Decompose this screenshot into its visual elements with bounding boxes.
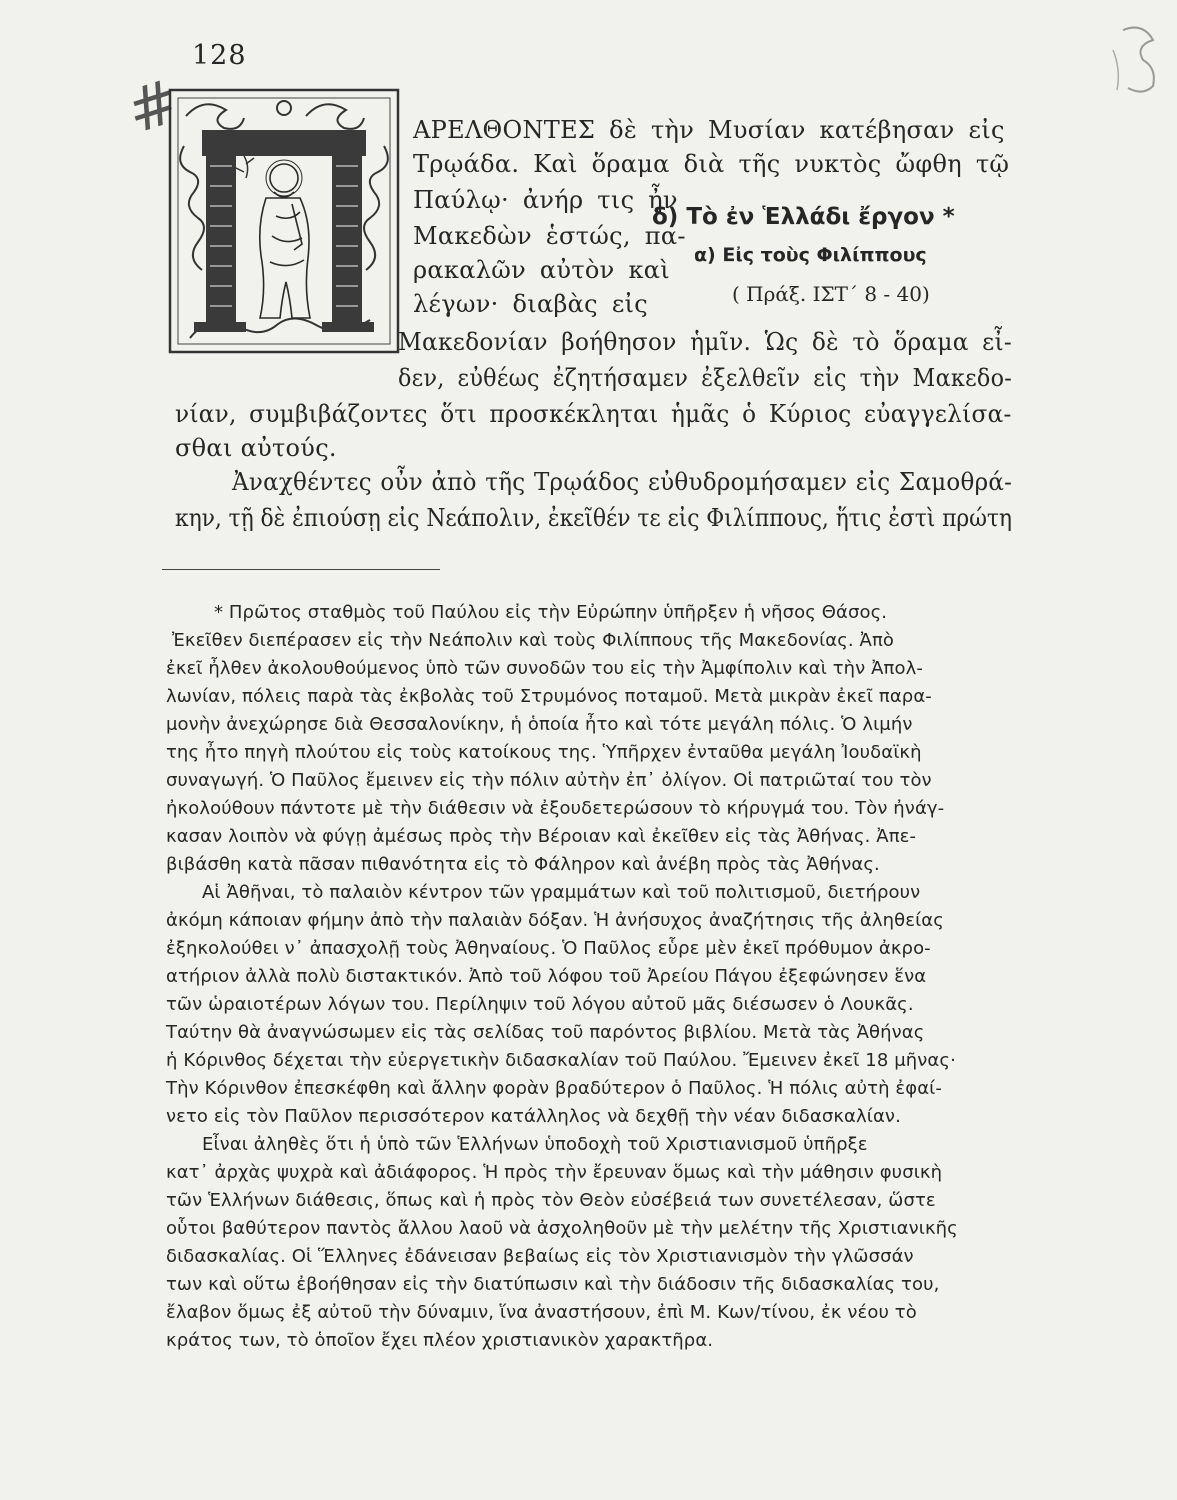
footnote-line-9: κασαν λοιπὸν νὰ φύγῃ ἀμέσως πρὸς τὴν Βέροιαν καὶ ἐκεῖθεν εἰς τὰς Ἀθήνας. Ἀπε- bbox=[166, 826, 917, 847]
scripture-reference: ( Πράξ. ΙΣΤ΄ 8 - 40) bbox=[732, 282, 930, 306]
corner-scribble bbox=[1103, 20, 1163, 110]
footnote-line-5: μονὴν ἀνεχώρησε διὰ Θεσσαλονίκην, ἡ ὁποία ἦτο καὶ τότε μεγάλη πόλις. Ὁ λιμήν bbox=[166, 714, 913, 735]
body-line-4: Μακεδὼν ἑστώς, πα- bbox=[413, 222, 686, 250]
body-line-2: Τρῳάδα. Καὶ ὅραμα διὰ τῆς νυκτὸς ὤφθη τῷ bbox=[413, 150, 1010, 178]
footnote-line-10: βιβάσθη κατὰ πᾶσαν πιθανότητα εἰς τὸ Φάληρον καὶ ἀνέβη πρὸς τὰς Ἀθήνας. bbox=[166, 854, 880, 875]
footnote-line-19: νετο εἰς τὸν Παῦλον περισσότερον κατάλληλος νὰ δεχθῇ τὴν νέαν διδασκαλίαν. bbox=[166, 1106, 901, 1127]
footnote-line-2: Ἐκεῖθεν διεπέρασεν εἰς τὴν Νεάπολιν καὶ τοὺς Φιλίππους τῆς Μακεδονίας. Ἀπὸ bbox=[172, 630, 895, 651]
footnote-line-14: ατήριον ἀλλὰ πολὺ διστακτικόν. Ἀπὸ τοῦ λόφου τοῦ Ἀρείου Πάγου ἐξεφώνησεν ἕνα bbox=[166, 966, 927, 987]
footnote-line-26: ἔλαβον ὅμως ἐξ αὐτοῦ τὴν δύναμιν, ἵνα ἀναστήσουν, ἐπὶ Μ. Κων/τίνου, ἐκ νέου τὸ bbox=[166, 1302, 917, 1323]
body-line-1: ΑΡΕΛΘΟΝΤΕΣ δὲ τὴν Μυσίαν κατέβησαν εἰς bbox=[413, 116, 1005, 144]
footnote-line-12: ἀκόμη κάποιαν φήμην ἀπὸ τὴν παλαιὰν δόξαν. Ἡ ἀνήσυχος ἀναζήτησις τῆς ἀληθείας bbox=[166, 910, 944, 931]
footnote-line-16: Ταύτην θὰ ἀναγνώσωμεν εἰς τὰς σελίδας τοῦ παρόντος βιβλίου. Μετὰ τὰς Ἀθήνας bbox=[166, 1022, 925, 1043]
footnote-line-1: * Πρῶτος σταθμὸς τοῦ Παύλου εἰς τὴν Εὐρώπην ὑπῆρξεν ἡ νῆσος Θάσος. bbox=[214, 602, 888, 623]
footnote-line-20: Εἶναι ἀληθὲς ὅτι ἡ ὑπὸ τῶν Ἑλλήνων ὑποδοχὴ τοῦ Χριστιανισμοῦ ὑπῆρξε bbox=[202, 1134, 868, 1155]
footnote-line-11: Αἱ Ἀθῆναι, τὸ παλαιὸν κέντρον τῶν γραμμάτων καὶ τοῦ πολιτισμοῦ, διετήρουν bbox=[202, 882, 921, 903]
body-line-6: λέγων· διαβὰς εἰς bbox=[413, 290, 649, 318]
footnote-line-13: ἐξηκολούθει ν᾽ ἀπασχολῇ τοὺς Ἀθηναίους. Ὁ Παῦλος εὗρε μὲν ἐκεῖ πρόθυμον ἀκρο- bbox=[166, 938, 931, 959]
footnote-line-25: των καὶ οὕτω ἐβοήθησαν εἰς τὴν διατύπωσιν καὶ τὴν διάδοσιν τῆς διδασκαλίας του, bbox=[166, 1274, 940, 1295]
body-line-5: ρακαλῶν αὐτὸν καὶ bbox=[413, 256, 670, 284]
footnote-line-23: οὗτοι βαθύτερον παντὸς ἄλλου λαοῦ νὰ ἀσχοληθοῦν μὲ τὴν μελέτην τῆς Χριστιανικῆς bbox=[166, 1218, 958, 1239]
body-line-12: κην, τῇ δὲ ἐπιούσῃ εἰς Νεάπολιν, ἐκεῖθέν τε εἰς Φιλίππους, ἥτις ἐστὶ πρώτη bbox=[175, 504, 1012, 532]
footnote-line-6: της ἦτο πηγὴ πλούτου εἰς τοὺς κατοίκους της. Ὑπῆρχεν ἐνταῦθα μεγάλη Ἰουδαϊκὴ bbox=[166, 742, 922, 763]
footnote-line-21: κατ᾽ ἀρχὰς ψυχρὰ καὶ ἀδιάφορος. Ἡ πρὸς τὴν ἔρευναν ὅμως καὶ τὴν μάθησιν φυσικὴ bbox=[166, 1162, 943, 1183]
footnote-separator bbox=[162, 569, 440, 570]
margin-hash-mark: # bbox=[118, 65, 188, 149]
footnote-line-3: ἐκεῖ ἦλθεν ἀκολουθούμενος ὑπὸ τῶν συνοδῶν του εἰς τὴν Ἀμφίπολιν καὶ τὴν Ἀπολ- bbox=[166, 658, 923, 679]
footnote-line-4: λωνίαν, πόλεις παρὰ τὰς ἐκβολὰς τοῦ Στρυμόνος ποταμοῦ. Μετὰ μικρὰν ἐκεῖ παρα- bbox=[166, 686, 932, 707]
footnote-line-22: τῶν Ἑλλήνων διάθεσις, ὅπως καὶ ἡ πρὸς τὸν Θεὸν εὐσέβειά των συνετέλεσαν, ὥστε bbox=[166, 1190, 936, 1211]
footnote-line-17: ἡ Κόρινθος δέχεται τὴν εὐεργετικὴν διδασκαλίαν τοῦ Παύλου. Ἔμεινεν ἐκεῖ 18 μῆνας· bbox=[166, 1050, 956, 1071]
ornamental-initial-pi bbox=[166, 86, 402, 356]
footnote-line-15: τῶν ὡραιοτέρων λόγων του. Περίληψιν τοῦ λόγου αὐτοῦ μᾶς διέσωσεν ὁ Λουκᾶς. bbox=[166, 994, 914, 1015]
footnote-line-18: Τὴν Κόρινθον ἐπεσκέφθη καὶ ἄλλην φορὰν βραδύτερον ὁ Παῦλος. Ἡ πόλις αὐτὴ ἐφαί- bbox=[166, 1078, 942, 1099]
body-line-9: νίαν, συμβιβάζοντες ὅτι προσκέκληται ἡμᾶς ὁ Κύριος εὐαγγελίσα- bbox=[175, 400, 1012, 428]
section-title: δ) Τὸ ἐν Ἑλλάδι ἔργον * bbox=[652, 204, 955, 230]
footnote-line-24: διδασκαλίας. Οἱ Ἕλληνες ἐδάνεισαν βεβαίως εἰς τὸν Χριστιανισμὸν τὴν γλῶσσάν bbox=[166, 1246, 914, 1267]
body-line-8: δεν, εὐθέως ἐζητήσαμεν ἐξελθεῖν εἰς τὴν Μακεδο- bbox=[398, 364, 1013, 392]
section-subtitle: α) Εἰς τοὺς Φιλίππους bbox=[694, 244, 927, 266]
page-number: 128 bbox=[192, 40, 247, 71]
footnote-line-7: συναγωγή. Ὁ Παῦλος ἔμεινεν εἰς τὴν πόλιν αὐτὴν ἐπ᾽ ὀλίγον. Οἱ πατριῶταί του τὸν bbox=[166, 770, 932, 791]
footnote-line-27: κράτος των, τὸ ὁποῖον ἔχει πλέον χριστιανικὸν χαρακτῆρα. bbox=[166, 1330, 714, 1351]
body-line-3: Παύλῳ· ἀνήρ τις ἦν bbox=[413, 186, 678, 214]
footnote-line-8: ἠκολούθουν πάντοτε μὲ τὴν διάθεσιν νὰ ἐξουδετερώσουν τὸ κήρυγμά του. Τὸν ἠνάγ- bbox=[166, 798, 945, 819]
body-line-11: Ἀναχθέντες οὖν ἀπὸ τῆς Τρῳάδος εὐθυδρομήσαμεν εἰς Σαμοθρά- bbox=[232, 468, 1013, 496]
body-line-7: Μακεδονίαν βοήθησον ἡμῖν. Ὡς δὲ τὸ ὅραμα εἶ- bbox=[398, 328, 1013, 356]
body-line-10: σθαι αὐτούς. bbox=[175, 434, 337, 462]
